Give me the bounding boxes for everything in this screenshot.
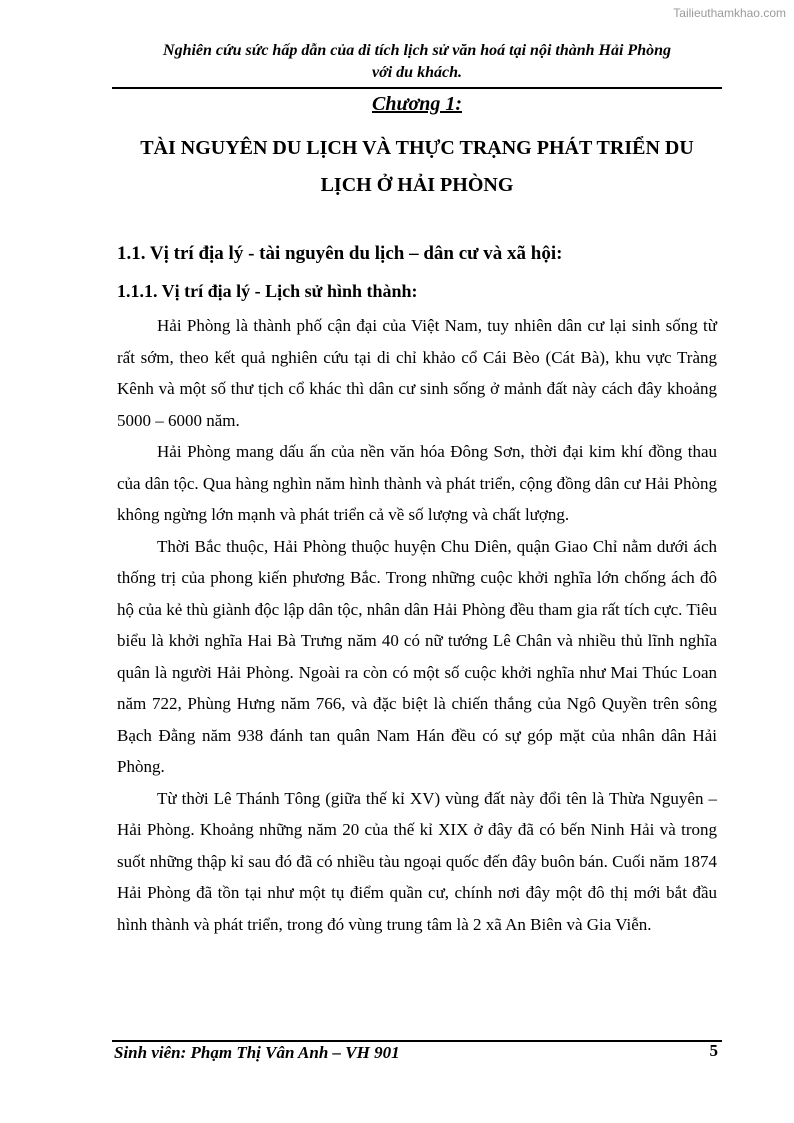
section-heading: 1.1. Vị trí địa lý - tài nguyên du lịch – dân cư và xã hội: (117, 243, 563, 264)
header-line-2: với du khách. (372, 64, 462, 81)
watermark: Tailieuthamkhao.com (673, 6, 786, 20)
paragraph: Thời Bắc thuộc, Hải Phòng thuộc huyện Chu Diên, quận Giao Chỉ nằm dưới ách thống trị của phong kiến phương Bắc. Trong những cuộc khởi nghĩa lớn chống ách đô hộ của kẻ thù giành độc lập dân tộc, nhân dân Hải Phòng đều tham gia rất tích cực. Tiêu biểu là khởi nghĩa Hai Bà Trưng năm 40 có nữ tướng Lê Chân và nhiều thủ lĩnh nghĩa quân là người Hải Phòng. Ngoài ra còn có một số cuộc khởi nghĩa như Mai Thúc Loan năm 722, Phùng Hưng năm 766, và đặc biệt là chiến thắng của Ngô Quyền trên sông Bạch Đằng năm 938 đánh tan quân Nam Hán đều có sự góp mặt của nhân dân Hải Phòng. (117, 536, 717, 776)
header-line-1: Nghiên cứu sức hấp dẫn của di tích lịch sử văn hoá tại nội thành Hải Phòng (163, 42, 671, 59)
subsection-heading: 1.1.1. Vị trí địa lý - Lịch sử hình thành: (117, 281, 418, 301)
paragraph: Hải Phòng là thành phố cận đại của Việt Nam, tuy nhiên dân cư lại sinh sống từ rất sớm, theo kết quả nghiên cứu tại di chỉ khảo cổ Cái Bèo (Cát Bà), khu vực Tràng Kênh và một số thư tịch cổ khác thì dân cư sinh sống ở mảnh đất này cách đây khoảng 5000 – 6000 năm. (117, 316, 717, 430)
paragraph: Từ thời Lê Thánh Tông (giữa thế kỉ XV) vùng đất này đổi tên là Thừa Nguyên – Hải Phòng. Khoảng những năm 20 của thế kỉ XIX ở đây đã có bến Ninh Hải và trong suốt những thập kỉ sau đó đã có nhiều tàu ngoại quốc đến đây buôn bán. Cuối năm 1874 Hải Phòng đã tồn tại như một tụ điểm quần cư, chính nơi đây một đô thị mới bắt đầu hình thành và phát triển, trong đó vùng trung tâm là 2 xã An Biên và Gia Viễn. (117, 788, 717, 934)
chapter-title-line-2: LỊCH Ở HẢI PHÒNG (320, 174, 514, 196)
chapter-title (112, 130, 722, 204)
page-number: 5 (709, 1041, 718, 1060)
chapter-label: Chương 1: (372, 93, 462, 115)
body-text (117, 310, 717, 940)
chapter-title-line-1: TÀI NGUYÊN DU LỊCH VÀ THỰC TRẠNG PHÁT TRIỂN DU (140, 137, 694, 159)
paragraph: Hải Phòng mang dấu ấn của nền văn hóa Đông Sơn, thời đại kim khí đồng thau của dân tộc. Qua hàng nghìn năm hình thành và phát triển, cộng đồng dân cư Hải Phòng không ngừng lớn mạnh và phát triển cả về số lượng và chất lượng. (117, 442, 717, 524)
header-divider (112, 87, 722, 89)
footer-student: Sinh viên: Phạm Thị Vân Anh – VH 901 (114, 1043, 400, 1062)
running-header (112, 40, 722, 84)
footer-divider (112, 1040, 722, 1042)
